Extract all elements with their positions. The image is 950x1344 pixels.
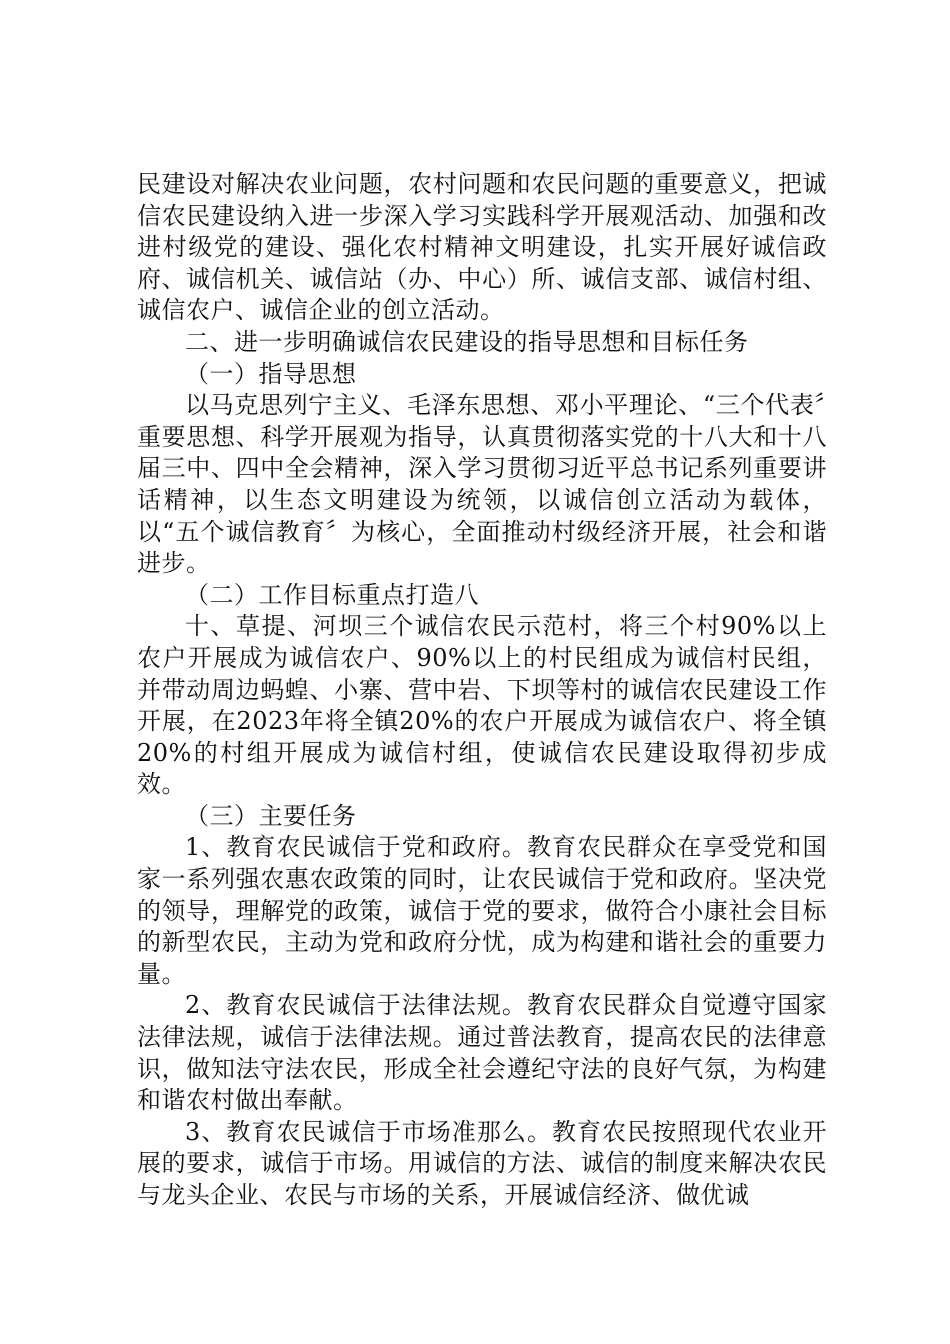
subheading-guiding-thought: （一）指导思想 [185,359,357,388]
document-body [137,169,827,1212]
paragraph-task-1: 1、教育农民诚信于党和政府。教育农民群众在享受党和国家一系列强农惠农政策的同时，让农民诚信于党和政府。坚决党的领导，理解党的政策，诚信于党的要求，做符合小康社会目标的新型农民，主动为党和政府分忧，成为构建和谐社会的重要力量。 [137,833,827,988]
paragraph-work-goals: 十、草提、河坝三个诚信农民示范村，将三个村90%以上农户开展成为诚信农户、90%以上的村民组成为诚信村民组，并带动周边蚂蝗、小寨、营中岩、下坝等村的诚信农民建设工作开展，在2023年将全镇20%的农户开展成为诚信农户、将全镇20%的村组开展成为诚信村组，使诚信农民建设取得初步成效。 [137,612,827,799]
subheading-main-tasks: （三）主要任务 [185,801,357,830]
paragraph-task-2: 2、教育农民诚信于法律法规。教育农民群众自觉遵守国家法律法规，诚信于法律法规。通过普法教育，提高农民的法律意识，做知法守法农民，形成全社会遵纪守法的良好气氛，为构建和谐农村做出奉献。 [137,991,827,1115]
paragraph-task-3: 3、教育农民诚信于市场准那么。教育农民按照现代农业开展的要求，诚信于市场。用诚信的方法、诚信的制度来解决农民与龙头企业、农民与市场的关系，开展诚信经济、做优诚 [137,1117,827,1209]
section-heading-2: 二、进一步明确诚信农民建设的指导思想和目标任务 [185,327,749,356]
paragraph-continuation: 民建设对解决农业问题，农村问题和农民问题的重要意义，把诚信农民建设纳入进一步深入学习实践科学开展观活动、加强和改进村级党的建设、强化农村精神文明建设，扎实开展好诚信政府、诚信机关、诚信站（办、中心）所、诚信支部、诚信村组、诚信农户、诚信企业的创立活动。 [137,170,827,325]
paragraph-guiding-thought: 以马克思列宁主义、毛泽东思想、邓小平理论、“三个代表〞重要思想、科学开展观为指导，认真贯彻落实党的十八大和十八届三中、四中全会精神，深入学习贯彻习近平总书记系列重要讲话精神，以生态文明建设为统领，以诚信创立活动为载体，以“五个诚信教育〞为核心，全面推动村级经济开展，社会和谐进步。 [137,391,827,578]
subheading-work-goals: （二）工作目标重点打造八 [185,580,479,609]
